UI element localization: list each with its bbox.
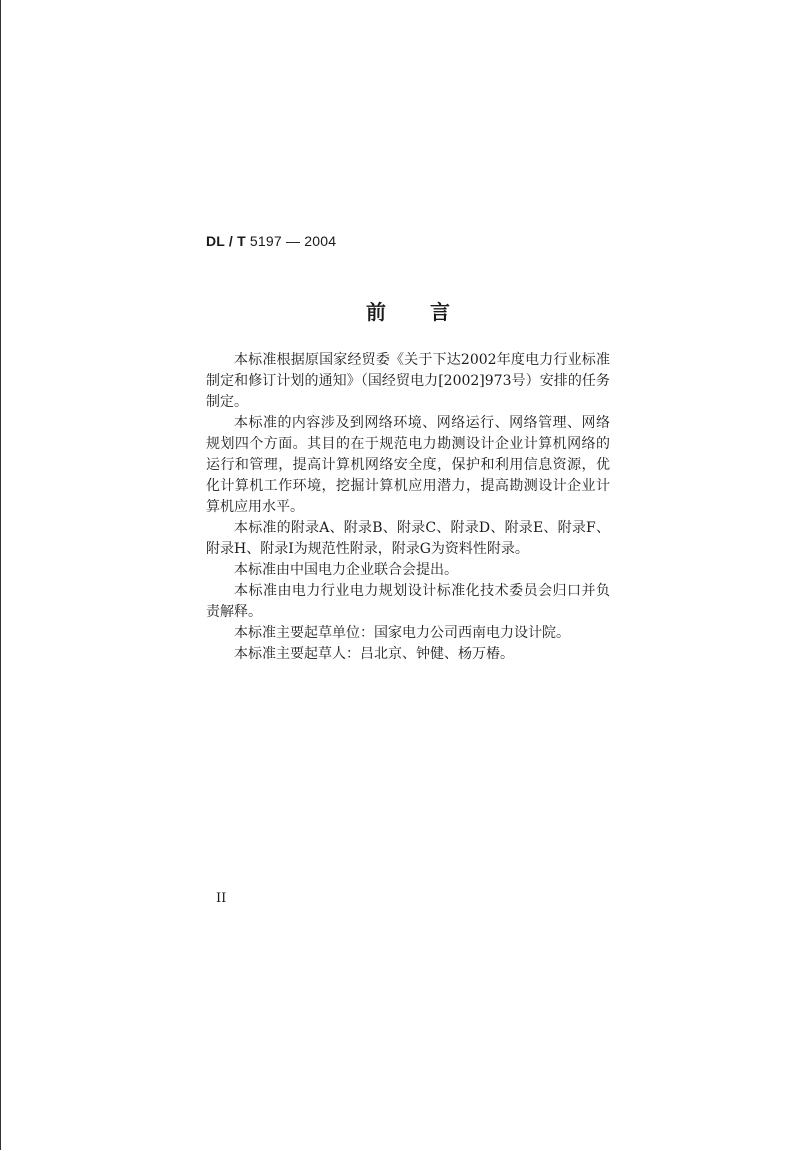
document-code (206, 233, 336, 249)
paragraph-drafting-unit: 本标准主要起草单位：国家电力公司西南电力设计院。 (234, 625, 570, 641)
paragraph-proposer: 本标准由中国电力企业联合会提出。 (234, 562, 458, 578)
paragraph-responsible-committee: 本标准由电力行业电力规划设计标准化技术委员会归口并负责解释。 (206, 583, 610, 620)
document-code-prefix: DL / T (206, 233, 250, 249)
page-title (366, 296, 450, 322)
page-title-char-1: 前 (366, 300, 386, 324)
paragraph-scope: 本标准的内容涉及到网络环境、网络运行、网络管理、网络规划四个方面。其目的在于规范电力勘测设计企业计算机网络的运行和管理，提高计算机网络安全度，保护和利用信息资源，优化计算机工作环境，挖掘计算机应用潜力，提高勘测设计企业计算机应用水平。 (206, 415, 610, 515)
paragraph-appendices: 本标准的附录A、附录B、附录C、附录D、附录E、附录F、附录H、附录I为规范性附录，附录G为资料性附录。 (206, 520, 610, 557)
foreword-body (206, 350, 610, 665)
page-edge-rule (0, 0, 1, 1150)
document-code-number: 5197 — 2004 (249, 233, 337, 249)
page-number: II (216, 891, 227, 906)
paragraph-drafters: 本标准主要起草人：吕北京、钟健、杨万椿。 (234, 646, 514, 662)
page-title-char-2: 言 (430, 300, 450, 324)
paragraph-plan-basis: 本标准根据原国家经贸委《关于下达2002年度电力行业标准制定和修订计划的通知》（国经贸电力[2002]973号）安排的任务制定。 (206, 352, 610, 410)
